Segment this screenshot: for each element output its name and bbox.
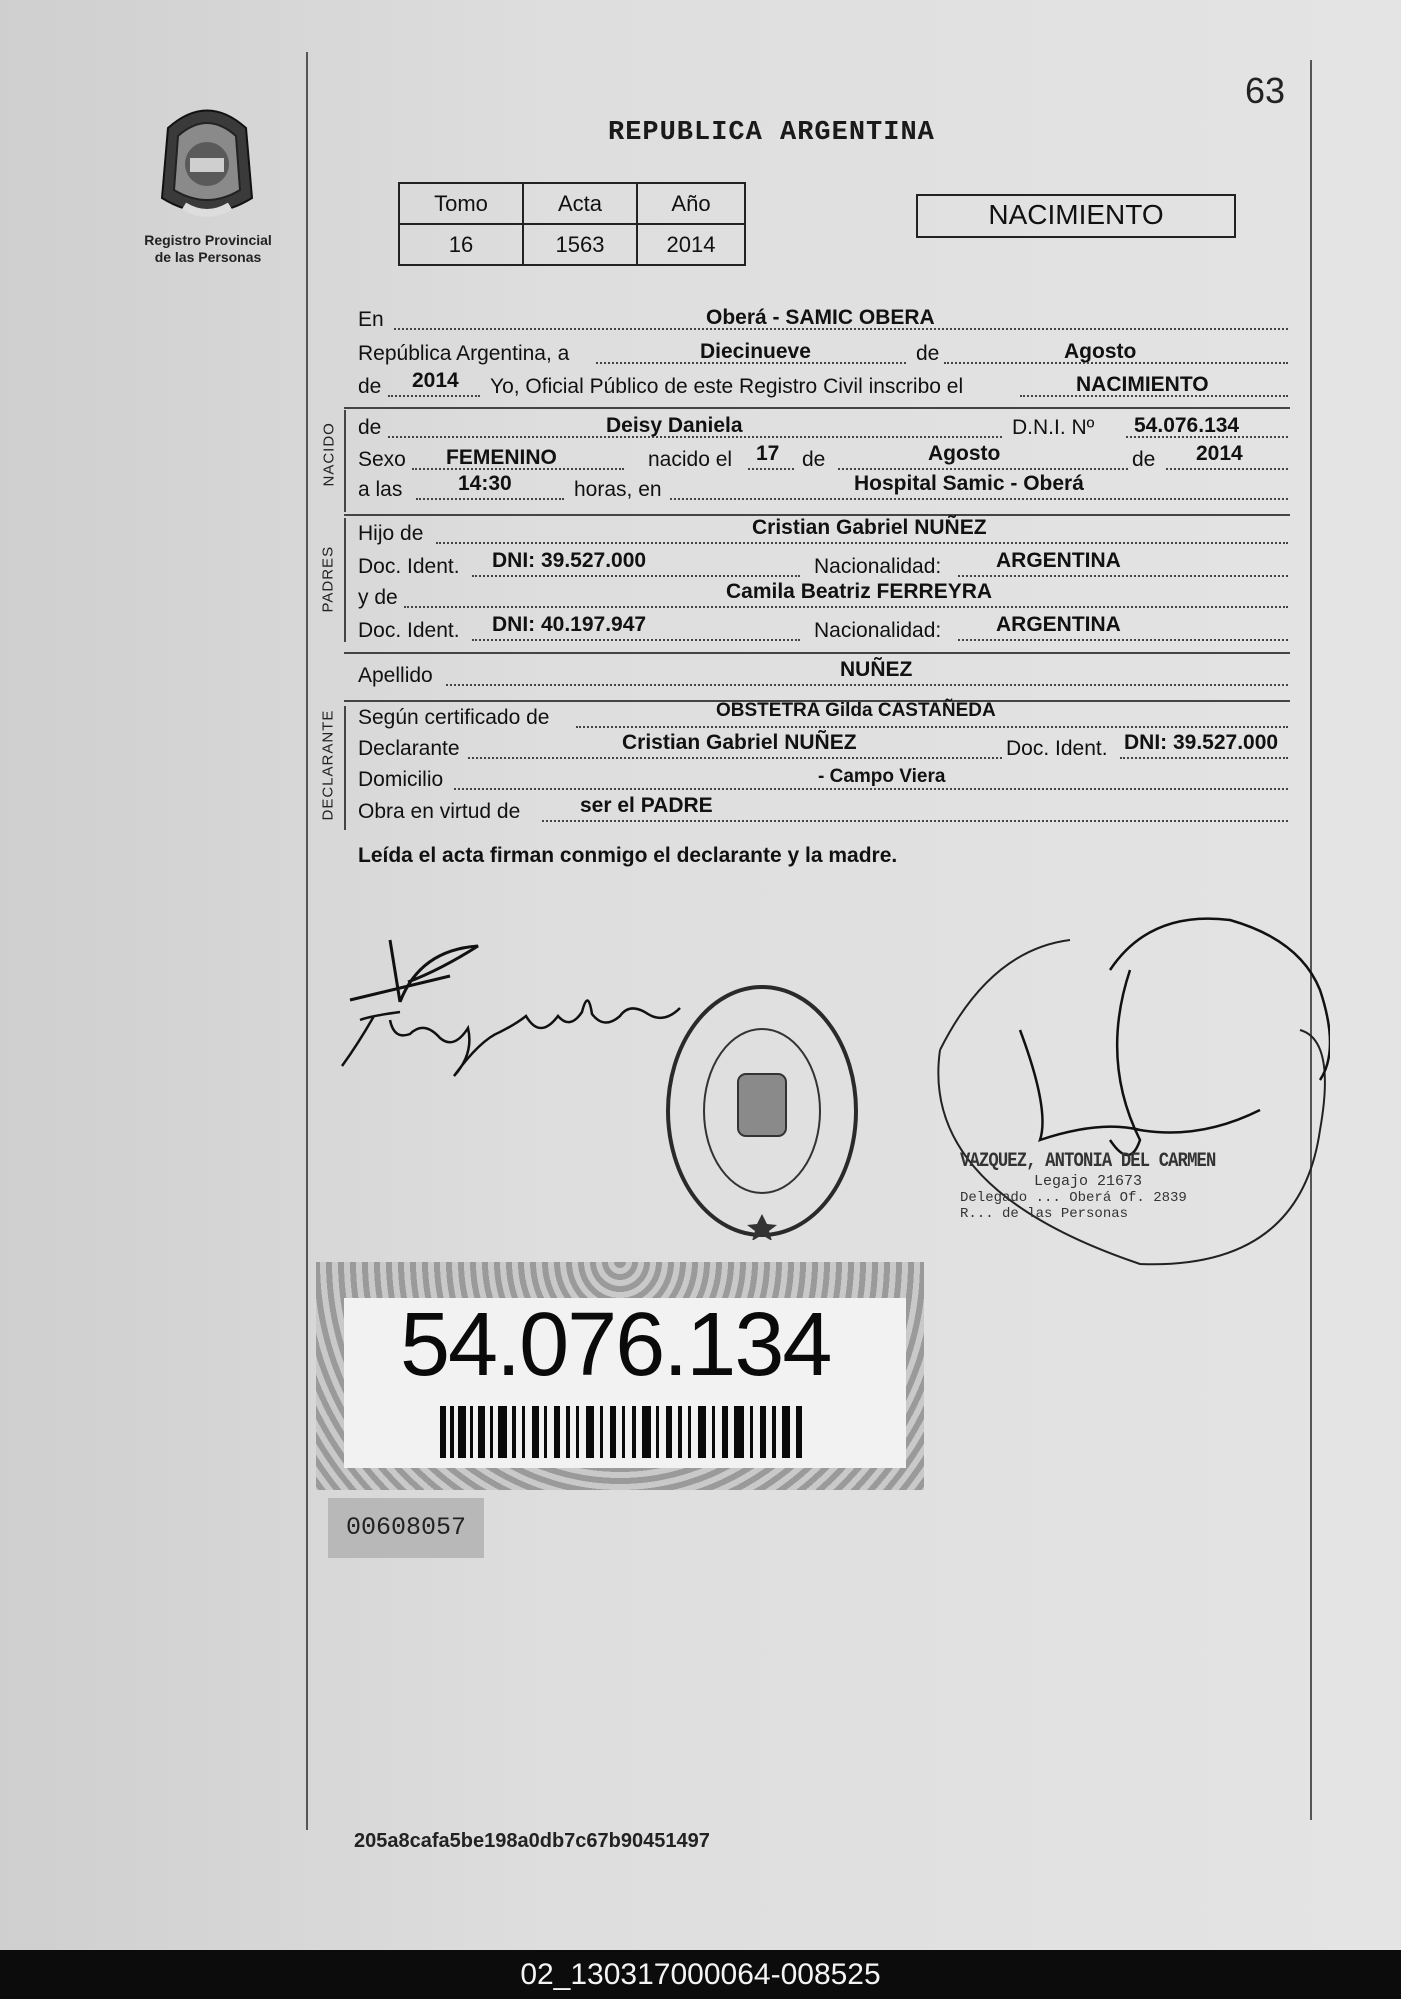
record-table [398, 182, 746, 266]
row-padre-doc [358, 549, 1288, 583]
row-declarante [358, 731, 1288, 765]
value-obra: ser el PADRE [580, 794, 713, 817]
row-certificado [358, 700, 1288, 734]
issuer-caption [120, 232, 296, 266]
label-nac-padre: Nacionalidad: [814, 555, 942, 578]
value-doc-decl: DNI: 39.527.000 [1124, 731, 1279, 754]
rule-padres [344, 652, 1290, 654]
value-anio-nac: 2014 [1196, 442, 1243, 465]
rule-top [344, 407, 1290, 409]
row-madre [358, 580, 1288, 614]
label-oficial: Yo, Oficial Público de este Registro Civil inscribo el [490, 375, 964, 398]
value-sexo: FEMENINO [446, 446, 557, 469]
label-hijo-de: Hijo de [358, 522, 424, 545]
official-legajo: Legajo 21673 [1034, 1173, 1143, 1190]
label-de-mes: de [802, 448, 826, 471]
value-dia: Diecinueve [700, 340, 811, 363]
value-dni: 54.076.134 [1134, 414, 1240, 437]
value-hora: 14:30 [458, 472, 512, 495]
province-emblem-icon [148, 98, 266, 226]
left-margin-line [306, 52, 308, 1830]
header-tomo: Tomo [399, 183, 523, 224]
page-title: REPUBLICA ARGENTINA [608, 118, 935, 148]
label-doc-padre: Doc. Ident. [358, 555, 460, 578]
value-madre-nac: ARGENTINA [996, 613, 1121, 636]
header-acta: Acta [523, 183, 637, 224]
value-acta: 1563 [523, 224, 637, 265]
header-anio: Año [637, 183, 745, 224]
label-domicilio: Domicilio [358, 768, 444, 791]
row-madre-doc [358, 613, 1288, 647]
value-nombre: Deisy Daniela [606, 414, 743, 437]
label-republica: República Argentina, a [358, 342, 570, 365]
barcode-icon [440, 1406, 808, 1458]
issuer-line1: Registro Provincial [144, 232, 272, 248]
value-dia-nac: 17 [756, 442, 780, 465]
dni-security-label [316, 1262, 924, 1490]
row-en [358, 306, 1288, 336]
label-doc-decl: Doc. Ident. [1006, 737, 1108, 760]
row-padre [358, 516, 1288, 550]
label-declarante: Declarante [358, 737, 460, 760]
dni-label-number: 54.076.134 [400, 1295, 831, 1395]
value-lugar: Hospital Samic - Oberá [854, 472, 1084, 495]
oval-stamp-icon [662, 982, 862, 1240]
value-mes-nac: Agosto [928, 442, 1001, 465]
label-de-nombre: de [358, 416, 382, 439]
value-madre: Camila Beatriz FERREYRA [726, 580, 993, 603]
value-padre: Cristian Gabriel NUÑEZ [752, 516, 987, 539]
label-de: de [916, 342, 940, 365]
value-padre-doc: DNI: 39.527.000 [492, 549, 647, 572]
label-horas-en: horas, en [574, 478, 662, 501]
label-nac-madre: Nacionalidad: [814, 619, 942, 642]
row-domicilio [358, 766, 1288, 796]
value-en: Oberá - SAMIC OBERA [706, 306, 935, 329]
row-nombre [358, 414, 1288, 444]
declarante-bar [344, 706, 346, 830]
label-certificado: Según certificado de [358, 706, 550, 729]
label-obra: Obra en virtud de [358, 800, 521, 823]
label-nacido-el: nacido el [648, 448, 733, 471]
section-declarante: DECLARANTE [319, 709, 337, 821]
section-padres: PADRES [319, 545, 337, 613]
row-obra [358, 794, 1288, 828]
label-dni: D.N.I. Nº [1012, 416, 1095, 439]
label-de2: de [358, 375, 382, 398]
value-inscribo: NACIMIENTO [1076, 373, 1209, 396]
row-fecha [358, 340, 1288, 370]
official-stamp [960, 1150, 1280, 1222]
official-name: VAZQUEZ, ANTONIA DEL CARMEN [960, 1150, 1216, 1173]
value-apellido: NUÑEZ [840, 658, 913, 681]
issuer-line2: de las Personas [154, 249, 262, 265]
value-anio: 2014 [412, 369, 459, 392]
official-delegado: Delegado ... Oberá Of. 2839 [960, 1190, 1187, 1206]
label-de-anio: de [1132, 448, 1156, 471]
value-madre-doc: DNI: 40.197.947 [492, 613, 647, 636]
label-doc-madre: Doc. Ident. [358, 619, 460, 642]
value-certificado: OBSTETRA Gilda CASTAÑEDA [716, 700, 996, 721]
record-type-box: NACIMIENTO [916, 194, 1236, 238]
document-hash: 205a8cafa5be198a0db7c67b90451497 [354, 1830, 710, 1852]
padres-bar [344, 518, 346, 642]
label-apellido: Apellido [358, 664, 433, 687]
value-declarante: Cristian Gabriel NUÑEZ [622, 731, 857, 754]
label-en: En [358, 308, 384, 331]
row-anio [358, 369, 1288, 403]
value-tomo: 16 [399, 224, 523, 265]
signature-left [330, 920, 690, 1090]
province-seal [148, 98, 266, 226]
control-code: 00608057 [328, 1498, 484, 1558]
label-y-de: y de [358, 586, 398, 609]
row-hora [358, 472, 1288, 506]
dni-label-inner [344, 1295, 906, 1468]
value-anio: 2014 [637, 224, 745, 265]
label-a-las: a las [358, 478, 403, 501]
nacido-bar [344, 410, 346, 512]
value-mes: Agosto [1064, 340, 1137, 363]
official-registro: R... de las Personas [960, 1206, 1129, 1222]
value-domicilio: - Campo Viera [818, 766, 946, 787]
row-apellido [358, 658, 1288, 692]
scan-footer: 02_130317000064-008525 [0, 1950, 1401, 1999]
section-nacido: NACIDO [320, 422, 338, 487]
stamp-delegacion [662, 982, 862, 1240]
value-padre-nac: ARGENTINA [996, 549, 1121, 572]
page-number: 63 [1245, 70, 1286, 111]
label-sexo: Sexo [358, 448, 406, 471]
closing-text: Leída el acta firman conmigo el declarante y la madre. [358, 844, 898, 867]
